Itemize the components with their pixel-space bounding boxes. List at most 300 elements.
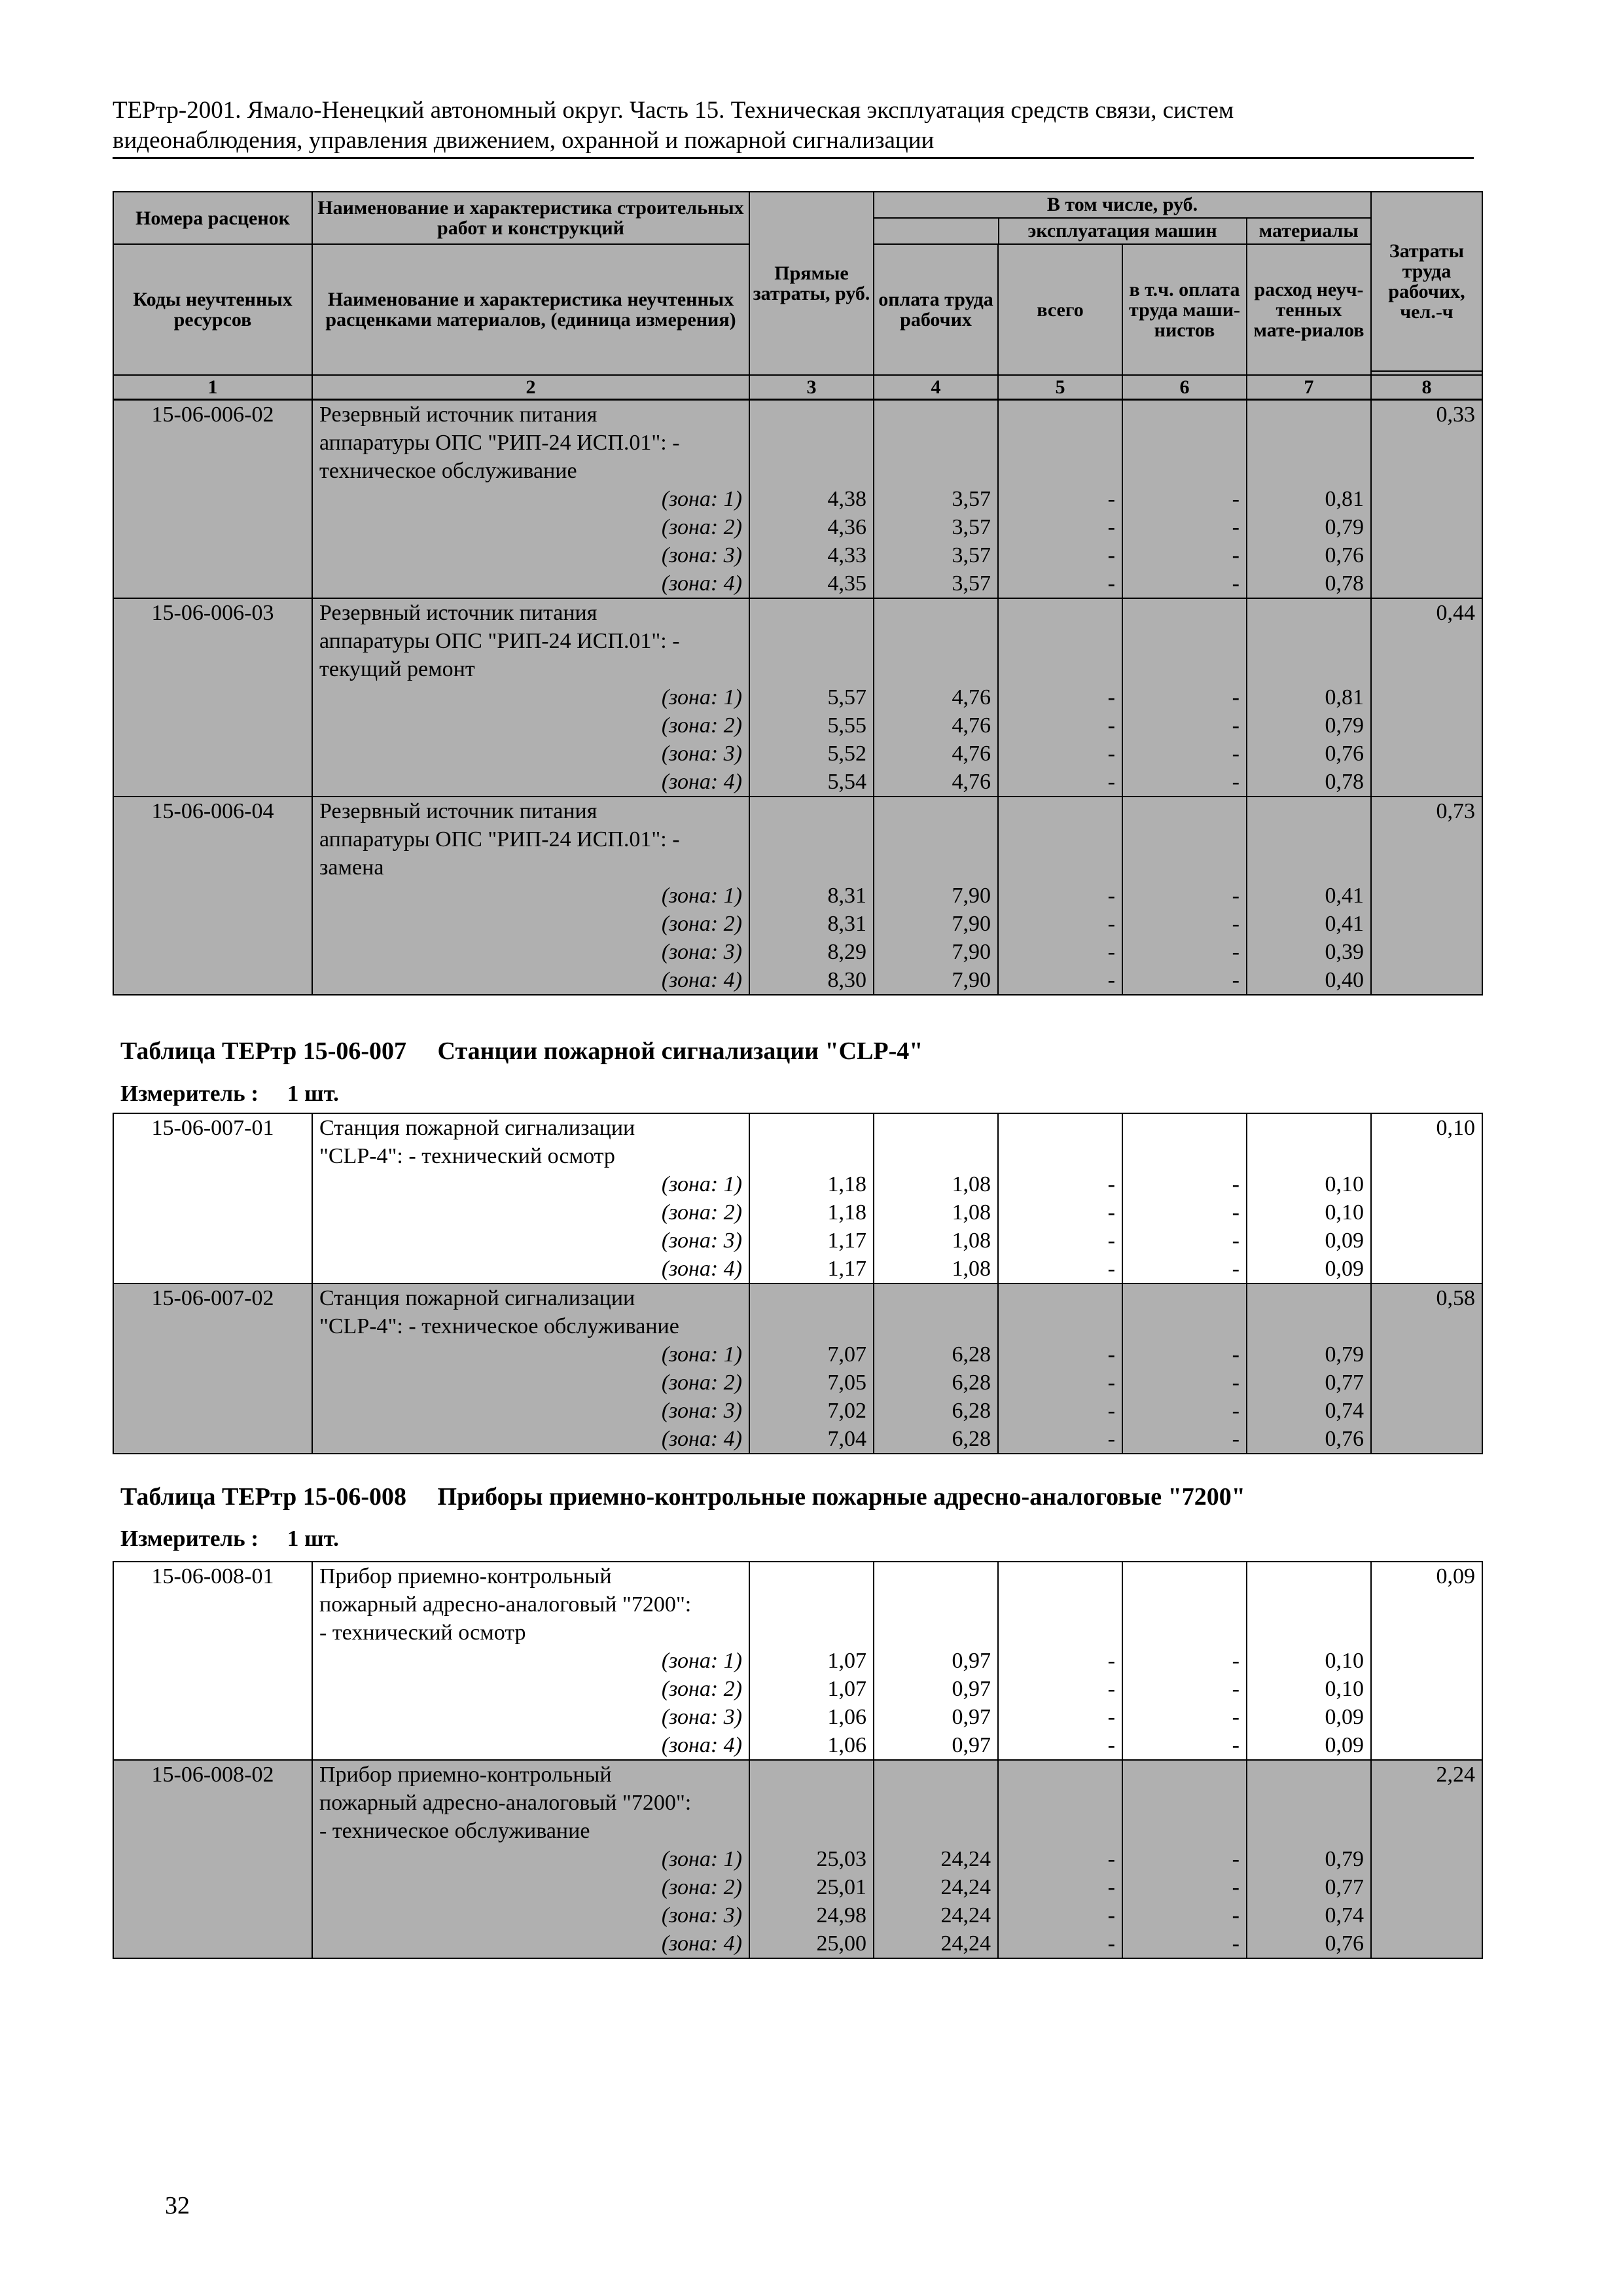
materials-header: материалы <box>1246 219 1371 243</box>
table-row <box>113 1562 1482 1590</box>
empty-cell <box>749 400 874 429</box>
empty-cell <box>874 627 998 655</box>
empty-cell <box>998 1562 1122 1590</box>
empty-cell <box>749 1113 874 1142</box>
empty-cell <box>874 457 998 485</box>
work-name-line: - технический осмотр <box>312 1619 749 1647</box>
zone-label: (зона: 3) <box>312 1397 749 1425</box>
work-name-header: Наименование и характеристика строительных работ и конструкций <box>312 192 749 244</box>
col-number: 8 <box>1371 375 1482 399</box>
empty-cell <box>1371 1369 1482 1397</box>
direct-costs-value: 24,98 <box>749 1901 874 1929</box>
column-number-row <box>113 375 1482 399</box>
rate-code-empty <box>113 1845 312 1873</box>
rate-code-empty <box>113 711 312 740</box>
empty-cell <box>749 1142 874 1170</box>
rate-code-empty <box>113 1397 312 1425</box>
empty-cell <box>1247 1789 1371 1817</box>
empty-cell <box>1371 457 1482 485</box>
empty-cell <box>1371 541 1482 569</box>
machines-wages-value: - <box>1122 513 1247 541</box>
col-number: 1 <box>113 375 312 399</box>
direct-costs-value: 4,38 <box>749 485 874 513</box>
rate-code-empty <box>113 1619 312 1647</box>
rate-code-empty <box>113 825 312 853</box>
empty-cell <box>749 1789 874 1817</box>
empty-cell <box>874 429 998 457</box>
rate-code-empty <box>113 1340 312 1369</box>
empty-cell <box>749 1760 874 1789</box>
empty-cell <box>1247 1283 1371 1312</box>
direct-costs-value: 1,06 <box>749 1731 874 1760</box>
materials-value: 0,40 <box>1247 966 1371 995</box>
zone-label: (зона: 4) <box>312 1255 749 1283</box>
machines-wages-value: - <box>1122 1703 1247 1731</box>
empty-cell <box>1122 1817 1247 1845</box>
empty-cell <box>1247 598 1371 627</box>
empty-cell <box>749 598 874 627</box>
empty-cell <box>1371 1817 1482 1845</box>
machines-total-header: всего <box>998 244 1122 375</box>
empty-cell <box>998 1619 1122 1647</box>
work-name-line: аппаратуры ОПС "РИП-24 ИСП.01": - <box>312 429 749 457</box>
empty-cell <box>1247 1619 1371 1647</box>
empty-cell <box>1247 1760 1371 1789</box>
wages-value: 4,76 <box>874 683 998 711</box>
empty-cell <box>1122 1312 1247 1340</box>
machines-wages-value: - <box>1122 485 1247 513</box>
empty-cell <box>874 853 998 882</box>
table-row <box>113 825 1482 853</box>
rate-code-empty <box>113 457 312 485</box>
zone-label: (зона: 4) <box>312 569 749 598</box>
empty-cell <box>1371 1255 1482 1283</box>
direct-costs-value: 25,03 <box>749 1845 874 1873</box>
table-row <box>113 1703 1482 1731</box>
rate-code-empty <box>113 429 312 457</box>
machines-value: - <box>998 569 1122 598</box>
materials-value: 0,79 <box>1247 513 1371 541</box>
empty-cell <box>1122 655 1247 683</box>
machines-wages-value: - <box>1122 711 1247 740</box>
empty-cell <box>749 1562 874 1590</box>
empty-cell <box>1247 1590 1371 1619</box>
table-row <box>113 1198 1482 1227</box>
empty-cell <box>1122 853 1247 882</box>
empty-cell <box>1122 1760 1247 1789</box>
empty-cell <box>1371 513 1482 541</box>
rate-code-empty <box>113 1255 312 1283</box>
table-row <box>113 1227 1482 1255</box>
work-name-line: пожарный адресно-аналоговый "7200": <box>312 1789 749 1817</box>
machines-value: - <box>998 910 1122 938</box>
labor-header: Затраты труда рабочих, чел.-ч <box>1371 192 1482 371</box>
table-row <box>113 513 1482 541</box>
machines-wages-value: - <box>1122 683 1247 711</box>
rate-code-empty <box>113 938 312 966</box>
materials-value: 0,76 <box>1247 1929 1371 1958</box>
table-row <box>113 1873 1482 1901</box>
empty-cell <box>1371 910 1482 938</box>
rate-numbers-header: Номера расценок <box>113 192 312 244</box>
direct-costs-value: 4,33 <box>749 541 874 569</box>
empty-cell <box>1247 853 1371 882</box>
empty-cell <box>1371 1789 1482 1817</box>
empty-cell <box>998 825 1122 853</box>
table-row <box>113 1845 1482 1873</box>
machines-value: - <box>998 882 1122 910</box>
header-rule <box>113 157 1474 159</box>
zone-label: (зона: 4) <box>312 1929 749 1958</box>
empty-cell <box>1371 1227 1482 1255</box>
direct-costs-value: 25,01 <box>749 1873 874 1901</box>
empty-cell <box>874 1817 998 1845</box>
meter-008: Измеритель : 1 шт. <box>120 1526 339 1551</box>
rate-code-empty <box>113 1647 312 1675</box>
empty-cell <box>1371 1312 1482 1340</box>
machines-value: - <box>998 768 1122 797</box>
table-row <box>113 1397 1482 1425</box>
rate-code: 15-06-008-02 <box>113 1760 312 1789</box>
table-row <box>113 429 1482 457</box>
header-line-1: ТЕРтр-2001. Ямало-Ненецкий автономный округ. Часть 15. Техническая эксплуатация средств связи, систем <box>113 97 1234 124</box>
direct-costs-value: 1,18 <box>749 1170 874 1198</box>
machines-value: - <box>998 541 1122 569</box>
empty-cell <box>1371 882 1482 910</box>
empty-cell <box>1371 1873 1482 1901</box>
materials-value: 0,79 <box>1247 1845 1371 1873</box>
materials-value: 0,81 <box>1247 683 1371 711</box>
wages-value: 7,90 <box>874 966 998 995</box>
empty-cell <box>874 1619 998 1647</box>
rate-code-empty <box>113 1142 312 1170</box>
work-name-line: текущий ремонт <box>312 655 749 683</box>
empty-cell <box>874 1113 998 1142</box>
rate-code-empty <box>113 655 312 683</box>
empty-cell <box>1122 825 1247 853</box>
empty-cell <box>998 598 1122 627</box>
wages-header: оплата труда рабочих <box>874 244 998 375</box>
table-row <box>113 627 1482 655</box>
work-name-line: пожарный адресно-аналоговый "7200": <box>312 1590 749 1619</box>
materials-value: 0,77 <box>1247 1369 1371 1397</box>
rate-code-empty <box>113 853 312 882</box>
table-row <box>113 683 1482 711</box>
empty-cell <box>874 1283 998 1312</box>
zone-label: (зона: 3) <box>312 740 749 768</box>
direct-costs-value: 4,36 <box>749 513 874 541</box>
table-row <box>113 655 1482 683</box>
work-name-line: Прибор приемно-контрольный <box>312 1562 749 1590</box>
empty-cell <box>1122 627 1247 655</box>
wages-value: 0,97 <box>874 1731 998 1760</box>
empty-cell <box>998 853 1122 882</box>
direct-costs-value: 25,00 <box>749 1929 874 1958</box>
empty-cell <box>1371 711 1482 740</box>
rate-code-empty <box>113 1703 312 1731</box>
empty-cell <box>1371 1340 1482 1369</box>
machines-wages-value: - <box>1122 740 1247 768</box>
rate-code: 15-06-006-03 <box>113 598 312 627</box>
machines-value: - <box>998 1901 1122 1929</box>
zone-label: (зона: 4) <box>312 768 749 797</box>
machines-value: - <box>998 938 1122 966</box>
table-title-007: Таблица ТЕРтр 15-06-007 Станции пожарной сигнализации "CLP-4" <box>120 1037 923 1065</box>
materials-value: 0,09 <box>1247 1703 1371 1731</box>
machines-wages-value: - <box>1122 1929 1247 1958</box>
table-row <box>113 1142 1482 1170</box>
empty-cell <box>998 400 1122 429</box>
empty-cell <box>1122 429 1247 457</box>
table-row <box>113 740 1482 768</box>
zone-label: (зона: 2) <box>312 513 749 541</box>
machines-value: - <box>998 1675 1122 1703</box>
materials-value: 0,10 <box>1247 1647 1371 1675</box>
empty-cell <box>1371 1845 1482 1873</box>
table-row <box>113 1425 1482 1454</box>
including-header-group <box>874 192 1371 244</box>
rate-code-empty <box>113 1369 312 1397</box>
materials-value: 0,39 <box>1247 938 1371 966</box>
empty-cell <box>1371 1675 1482 1703</box>
empty-cell <box>1371 1397 1482 1425</box>
empty-cell <box>1247 400 1371 429</box>
empty-cell <box>874 655 998 683</box>
empty-cell <box>998 1760 1122 1789</box>
direct-costs-value: 4,35 <box>749 569 874 598</box>
wages-value: 24,24 <box>874 1901 998 1929</box>
materials-value: 0,79 <box>1247 711 1371 740</box>
empty-cell <box>1371 1901 1482 1929</box>
rate-code-empty <box>113 1425 312 1454</box>
empty-cell <box>998 627 1122 655</box>
direct-costs-value: 1,07 <box>749 1675 874 1703</box>
zone-label: (зона: 4) <box>312 1425 749 1454</box>
materials-value: 0,81 <box>1247 485 1371 513</box>
table-row <box>113 882 1482 910</box>
wages-value: 7,90 <box>874 882 998 910</box>
wages-value: 24,24 <box>874 1929 998 1958</box>
materials-value: 0,76 <box>1247 1425 1371 1454</box>
table-row <box>113 1929 1482 1958</box>
wages-value: 6,28 <box>874 1425 998 1454</box>
empty-cell <box>1371 627 1482 655</box>
materials-value: 0,78 <box>1247 569 1371 598</box>
table-row <box>113 1340 1482 1369</box>
direct-costs-value: 5,55 <box>749 711 874 740</box>
rate-code-empty <box>113 1312 312 1340</box>
rate-code-empty <box>113 627 312 655</box>
labor-cost: 0,44 <box>1371 598 1482 627</box>
machines-value: - <box>998 1255 1122 1283</box>
empty-cell <box>1371 1590 1482 1619</box>
machines-wages-value: - <box>1122 541 1247 569</box>
col-number: 3 <box>749 375 874 399</box>
labor-cost: 0,10 <box>1371 1113 1482 1142</box>
zone-label: (зона: 2) <box>312 1675 749 1703</box>
rate-code-empty <box>113 1873 312 1901</box>
table-row <box>113 485 1482 513</box>
rate-code-empty <box>113 1817 312 1845</box>
empty-cell <box>749 1619 874 1647</box>
empty-cell <box>1122 457 1247 485</box>
work-name-line: техническое обслуживание <box>312 457 749 485</box>
table-row <box>113 1817 1482 1845</box>
empty-cell <box>749 1590 874 1619</box>
materials-unaccounted-header: расход неуч-тенных мате-риалов <box>1247 244 1371 375</box>
zone-label: (зона: 4) <box>312 966 749 995</box>
machines-wages-value: - <box>1122 1170 1247 1198</box>
work-name-line: аппаратуры ОПС "РИП-24 ИСП.01": - <box>312 825 749 853</box>
materials-value: 0,76 <box>1247 541 1371 569</box>
empty-cell <box>874 400 998 429</box>
table-row <box>113 768 1482 797</box>
empty-cell <box>998 1817 1122 1845</box>
table-row <box>113 711 1482 740</box>
rate-code-empty <box>113 541 312 569</box>
materials-value: 0,09 <box>1247 1731 1371 1760</box>
machines-wages-value: - <box>1122 882 1247 910</box>
wages-value: 3,57 <box>874 569 998 598</box>
empty-cell <box>1371 768 1482 797</box>
wages-value: 6,28 <box>874 1369 998 1397</box>
zone-label: (зона: 2) <box>312 910 749 938</box>
machines-wages-value: - <box>1122 1227 1247 1255</box>
empty-cell <box>1247 429 1371 457</box>
rate-code-empty <box>113 768 312 797</box>
wages-value: 7,90 <box>874 938 998 966</box>
empty-cell <box>998 1789 1122 1817</box>
empty-cell <box>1247 797 1371 825</box>
direct-costs-value: 1,06 <box>749 1703 874 1731</box>
machines-wages-value: - <box>1122 1845 1247 1873</box>
wages-value: 7,90 <box>874 910 998 938</box>
empty-cell <box>1122 1562 1247 1590</box>
empty-cell <box>1371 1731 1482 1760</box>
table-row <box>113 1312 1482 1340</box>
empty-cell <box>1122 1283 1247 1312</box>
machines-wages-value: - <box>1122 1198 1247 1227</box>
empty-cell <box>874 598 998 627</box>
zone-label: (зона: 2) <box>312 1369 749 1397</box>
machines-value: - <box>998 1731 1122 1760</box>
empty-cell <box>1247 1113 1371 1142</box>
empty-cell <box>1122 1142 1247 1170</box>
empty-cell <box>1371 1619 1482 1647</box>
table-row <box>113 797 1482 825</box>
empty-cell <box>1122 1789 1247 1817</box>
rate-code: 15-06-008-01 <box>113 1562 312 1590</box>
empty-cell <box>1122 400 1247 429</box>
materials-value: 0,79 <box>1247 1340 1371 1369</box>
materials-value: 0,74 <box>1247 1901 1371 1929</box>
machines-wages-value: - <box>1122 1731 1247 1760</box>
direct-costs-value: 5,52 <box>749 740 874 768</box>
machines-value: - <box>998 1397 1122 1425</box>
table-row <box>113 1113 1482 1142</box>
rate-code-empty <box>113 683 312 711</box>
machines-value: - <box>998 1873 1122 1901</box>
materials-value: 0,76 <box>1247 740 1371 768</box>
rate-code-empty <box>113 485 312 513</box>
table-row <box>113 1369 1482 1397</box>
zone-label: (зона: 1) <box>312 1845 749 1873</box>
wages-value: 1,08 <box>874 1255 998 1283</box>
empty-cell <box>1371 938 1482 966</box>
work-name-line: Резервный источник питания <box>312 797 749 825</box>
zone-label: (зона: 3) <box>312 541 749 569</box>
direct-costs-value: 1,18 <box>749 1198 874 1227</box>
rate-code-empty <box>113 513 312 541</box>
page-number: 32 <box>165 2192 190 2219</box>
rates-table-006 <box>113 399 1483 996</box>
rate-code-empty <box>113 966 312 995</box>
direct-costs-value: 8,31 <box>749 882 874 910</box>
zone-label: (зона: 2) <box>312 1198 749 1227</box>
empty-cell <box>1247 457 1371 485</box>
col-number: 6 <box>1122 375 1247 399</box>
machines-wages-value: - <box>1122 768 1247 797</box>
empty-cell <box>998 655 1122 683</box>
machines-value: - <box>998 513 1122 541</box>
wages-value: 3,57 <box>874 541 998 569</box>
table-row <box>113 1789 1482 1817</box>
wages-value: 4,76 <box>874 711 998 740</box>
col-number: 2 <box>312 375 749 399</box>
rates-table-008 <box>113 1561 1483 1959</box>
table-row <box>113 1170 1482 1198</box>
direct-costs-value: 7,07 <box>749 1340 874 1369</box>
wages-value: 6,28 <box>874 1397 998 1425</box>
direct-costs-value: 8,30 <box>749 966 874 995</box>
zone-label: (зона: 3) <box>312 1703 749 1731</box>
materials-value: 0,41 <box>1247 882 1371 910</box>
work-name-line: "CLP-4": - техническое обслуживание <box>312 1312 749 1340</box>
work-name-line: "CLP-4": - технический осмотр <box>312 1142 749 1170</box>
zone-label: (зона: 1) <box>312 1170 749 1198</box>
empty-cell <box>998 1142 1122 1170</box>
machines-value: - <box>998 1425 1122 1454</box>
resource-codes-header: Коды неучтенных ресурсов <box>113 244 312 375</box>
wages-value: 24,24 <box>874 1845 998 1873</box>
col-number: 5 <box>998 375 1122 399</box>
machines-wages-value: - <box>1122 966 1247 995</box>
empty-cell <box>1247 655 1371 683</box>
wages-value: 6,28 <box>874 1340 998 1369</box>
direct-costs-header: Прямые затраты, руб. <box>749 192 874 375</box>
empty-cell <box>749 853 874 882</box>
direct-costs-value: 8,31 <box>749 910 874 938</box>
machines-wages-value: - <box>1122 1255 1247 1283</box>
empty-cell <box>874 1789 998 1817</box>
zone-label: (зона: 4) <box>312 1731 749 1760</box>
empty-cell <box>998 797 1122 825</box>
labor-cost: 0,58 <box>1371 1283 1482 1312</box>
table-row <box>113 853 1482 882</box>
empty-cell <box>749 825 874 853</box>
zone-label: (зона: 3) <box>312 1227 749 1255</box>
empty-cell <box>1122 598 1247 627</box>
rate-code: 15-06-006-02 <box>113 400 312 429</box>
rate-code-empty <box>113 1198 312 1227</box>
rate-code-empty <box>113 740 312 768</box>
materials-value: 0,10 <box>1247 1198 1371 1227</box>
rate-code-empty <box>113 1901 312 1929</box>
rate-code-empty <box>113 569 312 598</box>
wages-value: 0,97 <box>874 1703 998 1731</box>
work-name-line: Станция пожарной сигнализации <box>312 1113 749 1142</box>
rate-code-empty <box>113 1731 312 1760</box>
